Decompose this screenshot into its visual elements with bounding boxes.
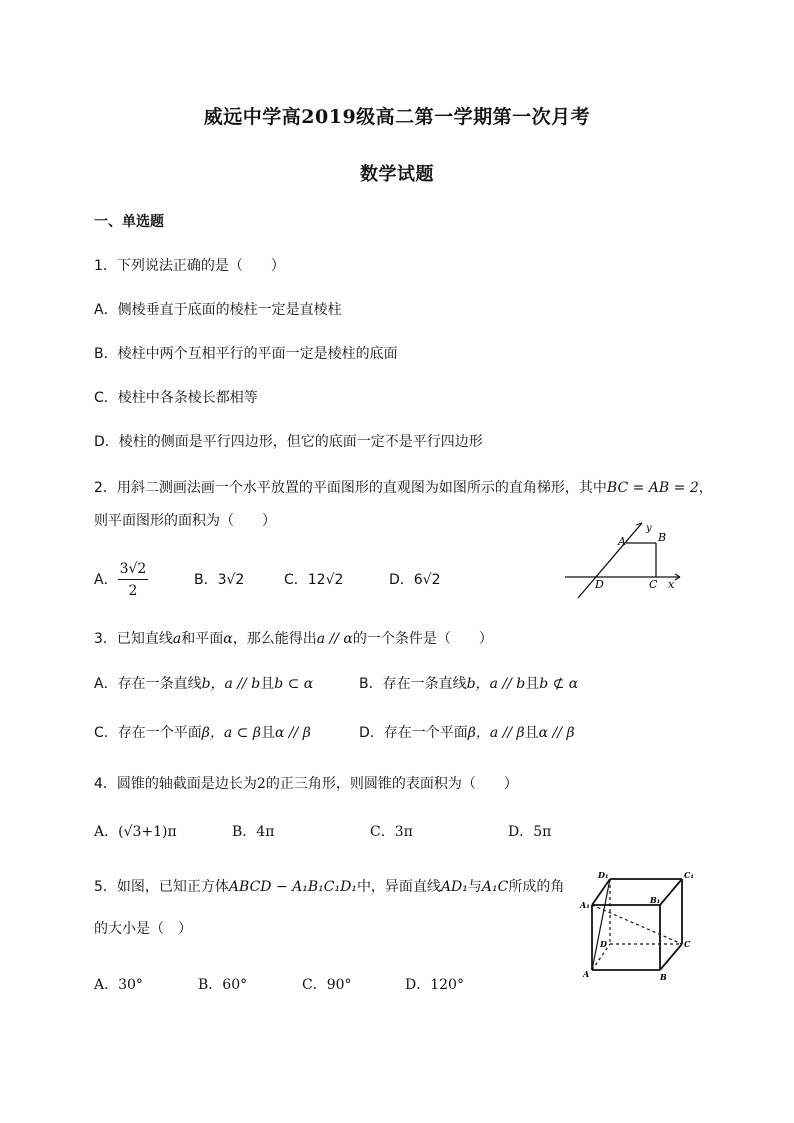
q5-label-a1: A₁	[580, 900, 590, 910]
q3-option-c	[94, 724, 311, 742]
q4-stem-text-2: 的正三角形，则圆锥的表面积为（ ）	[265, 776, 518, 792]
q5-option-d: D．120°	[405, 977, 464, 993]
q2-option-a-numerator: 3√2	[118, 560, 149, 580]
q3-option-c-math-2: α // β	[274, 725, 311, 741]
q4-stem	[94, 775, 518, 793]
q3-option-d-math-2: α // β	[538, 725, 575, 741]
q2-stem-line2: 则平面图形的面积为（ ）	[94, 513, 276, 529]
q3-option-a-and: 且	[260, 676, 275, 692]
q3-stem-text-3: ，那么能得出	[232, 631, 317, 647]
q3-stem-text-1: 3．已知直线	[94, 631, 173, 647]
q2-stem	[94, 479, 713, 497]
q5-option-a: A．30°	[94, 977, 143, 993]
q5-label-d: D	[600, 939, 607, 949]
q1-option-c: C．棱柱中各条棱长都相等	[94, 390, 258, 406]
q3-option-d-math: β，a // β	[467, 725, 525, 741]
q2-option-c: C．12√2	[284, 572, 344, 588]
q3-option-a-text: A．存在一条直线	[94, 676, 202, 692]
exam-subtitle: 数学试题	[360, 164, 434, 185]
q5-cube-figure	[578, 866, 698, 984]
q3-option-b-math: b，a // b	[466, 676, 526, 692]
q2-label-x: x	[668, 578, 675, 591]
q2-option-a-fraction	[118, 560, 149, 600]
q1-option-a: A．侧棱垂直于底面的棱柱一定是直棱柱	[94, 302, 342, 318]
q3-option-a-math: b，a // b	[201, 676, 261, 692]
q5-stem	[94, 878, 564, 896]
q5-label-c1: C₁	[684, 870, 694, 880]
q2-option-a-denominator: 2	[128, 583, 138, 599]
q5-cube-name: ABCD − A₁B₁C₁D₁	[228, 879, 357, 895]
q1-option-d: D．棱柱的侧面是平行四边形，但它的底面一定不是平行四边形	[94, 434, 483, 450]
q3-relation: a // α	[316, 631, 353, 647]
q2-label-y: y	[646, 523, 652, 534]
q5-label-d1: D₁	[598, 870, 609, 880]
exam-title: 威远中学高2019级高二第一学期第一次月考	[203, 106, 591, 128]
q4-stem-text-1: 4．圆锥的轴截面是边长为	[94, 776, 257, 792]
q3-option-b-and: 且	[525, 676, 540, 692]
q5-stem-text-3: 与	[467, 879, 482, 895]
q2-option-a	[94, 560, 148, 602]
q3-option-c-text: C．存在一个平面	[94, 725, 202, 741]
section-heading: 一、单选题	[94, 214, 164, 230]
q3-option-a-math-2: b ⊂ α	[274, 676, 314, 692]
q5-stem-text-4: 所成的角	[508, 879, 565, 895]
q3-option-d-text: D．存在一个平面	[359, 725, 468, 741]
q2-option-b: B．3√2	[194, 572, 245, 588]
q3-option-c-and: 且	[260, 725, 275, 741]
q5-label-b: B	[660, 972, 667, 982]
q2-stem-math: BC = AB = 2	[606, 480, 699, 496]
q3-option-b-math-2: b ⊄ α	[539, 676, 579, 692]
q5-line-2: A₁C	[481, 879, 509, 895]
q5-edge-bc	[660, 944, 682, 970]
q3-stem	[94, 630, 493, 648]
q1-stem: 1．下列说法正确的是（ ）	[94, 258, 285, 274]
q1-option-b: B．棱柱中两个互相平行的平面一定是棱柱的底面	[94, 346, 398, 362]
q2-option-d: D．6√2	[389, 572, 441, 588]
q5-edge-c1b1	[660, 879, 682, 905]
q3-option-b	[359, 675, 578, 693]
q5-option-c: C．90°	[302, 977, 352, 993]
q3-option-a	[94, 675, 313, 693]
q3-option-d	[359, 724, 575, 742]
q3-option-b-text: B．存在一条直线	[359, 676, 467, 692]
q3-option-d-and: 且	[524, 725, 539, 741]
q5-stem-text-1: 5．如图，已知正方体	[94, 879, 229, 895]
q2-label-c: C	[649, 578, 658, 591]
q2-label-b: B	[658, 531, 667, 544]
q5-label-b1: B₁	[650, 895, 661, 905]
q5-line-1: AD₁	[440, 879, 468, 895]
q4-option-a: A．(√3+1)π	[94, 824, 177, 840]
q2-y-axis	[578, 523, 642, 598]
q5-stem-text-2: 中，异面直线	[356, 879, 441, 895]
q5-label-c: C	[684, 939, 691, 949]
q2-option-a-label: A．	[94, 572, 118, 588]
q3-plane-alpha: α	[223, 631, 233, 647]
q5-stem-line2: 的大小是（ ）	[94, 921, 192, 937]
q3-line-a: a	[172, 631, 182, 647]
q4-option-c: C．3π	[370, 824, 413, 840]
q5-option-b: B．60°	[198, 977, 248, 993]
q3-option-c-math: β，a ⊂ β	[201, 725, 261, 741]
q2-stem-end: ，	[698, 480, 713, 496]
q4-side-length: 2	[256, 776, 266, 792]
q2-label-d: D	[595, 578, 604, 591]
q2-trapezoid-figure	[560, 520, 685, 600]
q4-option-b: B．4π	[232, 824, 275, 840]
q2-label-a: A	[618, 535, 626, 548]
q3-stem-text-4: 的一个条件是（ ）	[352, 631, 493, 647]
q5-label-a: A	[583, 969, 590, 979]
q2-stem-text: 2．用斜二测画法画一个水平放置的平面图形的直观图为如图所示的直角梯形，其中	[94, 480, 607, 496]
q3-stem-text-2: 和平面	[181, 631, 224, 647]
q4-option-d: D．5π	[508, 824, 552, 840]
